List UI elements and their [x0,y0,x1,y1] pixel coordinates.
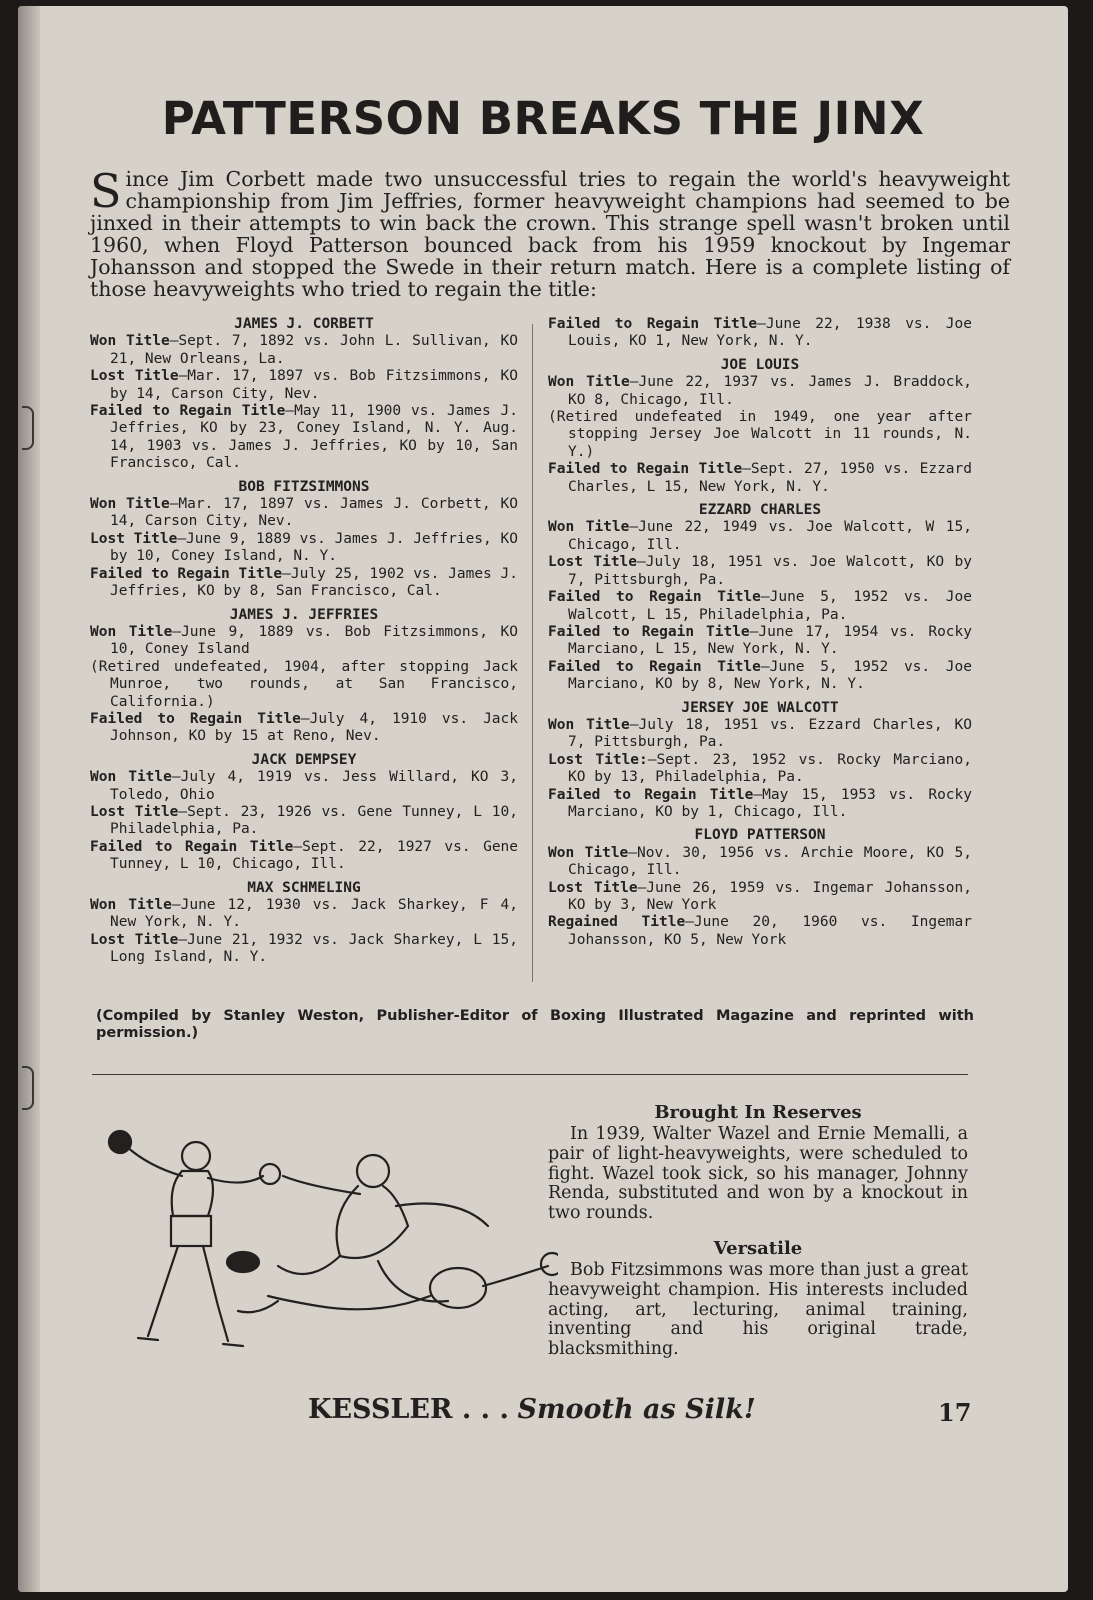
boxer-heading: FLOYD PATTERSON [694,827,826,844]
entry-label: Failed to Regain Title [90,838,294,855]
magazine-page [18,6,1068,1592]
entry-text: —June 22, 1938 vs. Joe Louis, KO 1, New York, N. Y. [568,316,972,350]
entry-text: —May 15, 1953 vs. Rocky Marciano, KO by 1, Chicago, Ill. [568,786,972,820]
entry-label: Failed to Regain Title [548,623,750,640]
title-record-entry [90,804,518,839]
column-divider [532,324,533,982]
entry-text: —July 4, 1910 vs. Jack Johnson, KO by 15 at Reno, Nev. [110,710,518,745]
staple [22,1066,34,1110]
title-record-entry [548,409,972,461]
title-record-entry [548,914,972,949]
entry-text: —Sept. 23, 1926 vs. Gene Tunney, L 10, Philadelphia, Pa. [110,803,518,838]
title-record-entry [90,624,518,659]
title-record-entry [90,839,518,874]
drop-cap: S [90,164,122,218]
intro-paragraph [90,164,1010,301]
anecdote-body: In 1939, Walter Wazel and Ernie Memalli, a pair of light-heavyweights, were scheduled to fight. Wazel took sick, so his manager, Johnny Renda, substituted and won by a knockout in two rounds. [548,1124,968,1224]
boxer-heading: EZZARD CHARLES [698,502,822,519]
entry-label: Lost Title: [548,751,648,768]
entry-text: —June 21, 1932 vs. Jack Sharkey, L 15, Long Island, N. Y. [110,931,518,966]
entry-label: Failed to Regain Title [548,786,754,803]
title-record-entry [90,769,518,804]
entry-text: —June 5, 1952 vs. Joe Walcott, L 15, Philadelphia, Pa. [568,589,972,623]
entry-label: Failed to Regain Title [548,658,761,675]
entry-label: Won Title [90,333,170,350]
intro-text: ince Jim Corbett made two unsuccessful tries to regain the world's heavyweight championship from Jim Jeffries, former heavyweight champions had seemed to be jinxed in their attempts to win back the crown. This strange spell wasn't broken until 1960, when Floyd Patterson bounced back from his 1959 knockout by Ingemar Johansson and stopped the Swede in their return match. Here is a complete listing of those heavyweights who tried to regain the title: [90,167,1010,301]
anecdote-body: Bob Fitzsimmons was more than just a great heavyweight champion. His interests included acting, art, lecturing, animal training, inventing and his original trade, blacksmithing. [548,1259,968,1360]
right-column [548,316,972,949]
entry-label: Failed to Regain Title [548,461,743,478]
footer-brand: KESSLER . . . [308,1394,509,1425]
title-record-entry [90,368,518,403]
entry-label: Failed to Regain Title [90,403,286,420]
entry-text: —June 12, 1930 vs. Jack Sharkey, F 4, New York, N. Y. [110,897,518,931]
title-record-entry [548,589,972,624]
binding-spine [18,6,40,1592]
entry-label: Regained Title [548,914,686,931]
entry-label: Failed to Regain Title [548,589,761,606]
title-record-entry [90,932,518,967]
entry-label: Won Title [90,623,173,640]
entry-label: Won Title [90,769,172,786]
entry-text: —June 20, 1960 vs. Ingemar Johansson, KO 5, New York [568,914,972,948]
anecdote-heading: Brought In Reserves [654,1102,862,1123]
title-record-entry [90,403,518,473]
title-record-entry [90,333,518,368]
boxer-heading: MAX SCHMELING [247,879,361,896]
entry-label: Lost Title [90,803,179,820]
entry-label: Won Title [548,519,630,536]
title-record-entry [90,566,518,601]
entry-text: —Sept. 7, 1892 vs. John L. Sullivan, KO 21, New Orleans, La. [110,333,518,367]
entry-label: Failed to Regain Title [548,316,758,332]
entry-label: Lost Title [90,931,179,948]
page-title: PATTERSON BREAKS THE JINX [161,92,925,145]
title-record-entry [90,711,518,746]
footer-slogan: Smooth as Silk! [517,1394,756,1425]
title-record-entry [548,752,972,787]
entry-text: —June 9, 1889 vs. Bob Fitzsimmons, KO 10, Coney Island [110,623,518,658]
entry-text: —June 26, 1959 vs. Ingemar Johansson, KO by 3, New York [568,879,972,913]
entry-text: —June 9, 1889 vs. James J. Jeffries, KO by 10, Coney Island, N. Y. [110,530,518,565]
entry-label: Won Title [548,716,630,733]
title-record-entry [90,659,518,711]
page-number: 17 [938,1398,972,1427]
title-record-entry [90,897,518,932]
entry-text: —May 11, 1900 vs. James J. Jeffries, KO by 23, Coney Island, N. Y. Aug. 14, 1903 vs. James J. Jeffries, KO by 10, San Francisco, Cal. [110,403,518,472]
title-record-entry [90,496,518,531]
entry-label: Failed to Regain Title [90,710,301,727]
boxer-heading: JERSEY JOE WALCOTT [681,699,839,716]
entry-label: Won Title [548,844,629,861]
entry-text: —June 22, 1949 vs. Joe Walcott, W 15, Chicago, Ill. [568,519,972,553]
entry-text: —Sept. 23, 1952 vs. Rocky Marciano, KO by 13, Philadelphia, Pa. [568,751,972,786]
title-record-entry [548,845,972,880]
boxer-heading: JACK DEMPSEY [251,751,357,768]
boxer-heading: BOB FITZSIMMONS [238,478,370,495]
entry-text: —Nov. 30, 1956 vs. Archie Moore, KO 5, Chicago, Ill. [568,844,972,879]
title-record-entry [548,554,972,589]
entry-text: —June 22, 1937 vs. James J. Braddock, KO 8, Chicago, Ill. [568,374,972,408]
left-column [90,316,518,967]
boxing-cartoon-illustration [78,1116,558,1356]
entry-label: Lost Title [90,368,179,385]
entry-text: (Retired undefeated in 1949, one year after stopping Jersey Joe Walcott in 11 rounds, N. Y.) [548,409,972,460]
title-record-entry [548,717,972,752]
entry-label: Lost Title [90,530,178,547]
title-record-entry [548,519,972,554]
entry-label: Won Title [548,374,630,391]
boxer-heading: JAMES J. JEFFRIES [229,606,379,623]
entry-text: —Mar. 17, 1897 vs. James J. Corbett, KO 14, Carson City, Nev. [110,496,518,530]
title-record-entry [548,659,972,694]
footer-advert [308,1394,756,1425]
title-record-entry [548,316,972,351]
entry-label: Lost Title [548,879,638,896]
entry-label: Won Title [90,496,170,513]
horizontal-divider [92,1074,968,1075]
title-record-entry [548,461,972,496]
entry-label: Failed to Regain Title [90,565,283,582]
entry-text: —Sept. 22, 1927 vs. Gene Tunney, L 10, Chicago, Ill. [110,838,519,873]
entry-text: —July 18, 1951 vs. Joe Walcott, KO by 7, Pittsburgh, Pa. [568,554,972,588]
entry-text: —July 25, 1902 vs. James J. Jeffries, KO by 8, San Francisco, Cal. [110,565,519,600]
boxer-heading: JAMES J. CORBETT [234,316,374,332]
title-record-entry [548,374,972,409]
entry-text: —Sept. 27, 1950 vs. Ezzard Charles, L 15, New York, N. Y. [568,461,972,495]
title-record-entry [548,787,972,822]
title-record-entry [548,880,972,915]
entry-text: —June 5, 1952 vs. Joe Marciano, KO by 8, New York, N. Y. [568,658,972,693]
entry-text: (Retired undefeated, 1904, after stopping Jack Munroe, two rounds, at San Francisco, California.) [90,658,518,710]
entry-text: —July 4, 1919 vs. Jess Willard, KO 3, Toledo, Ohio [110,769,518,803]
entry-text: —July 18, 1951 vs. Ezzard Charles, KO 7, Pittsburgh, Pa. [568,716,972,751]
title-record-entry [90,531,518,566]
entry-text: —Mar. 17, 1897 vs. Bob Fitzsimmons, KO by 14, Carson City, Nev. [110,368,518,402]
entry-label: Won Title [90,897,172,913]
staple [22,406,34,450]
title-record-entry [548,624,972,659]
credit-note: (Compiled by Stanley Weston, Publisher-Editor of Boxing Illustrated Magazine and reprinted with permission.) [96,1008,974,1041]
anecdote-heading: Versatile [713,1237,803,1259]
sidebar-anecdotes [548,1102,968,1374]
entry-label: Lost Title [548,554,638,571]
entry-text: —June 17, 1954 vs. Rocky Marciano, L 15, New York, N. Y. [568,623,972,658]
boxer-heading: JOE LOUIS [720,356,800,373]
